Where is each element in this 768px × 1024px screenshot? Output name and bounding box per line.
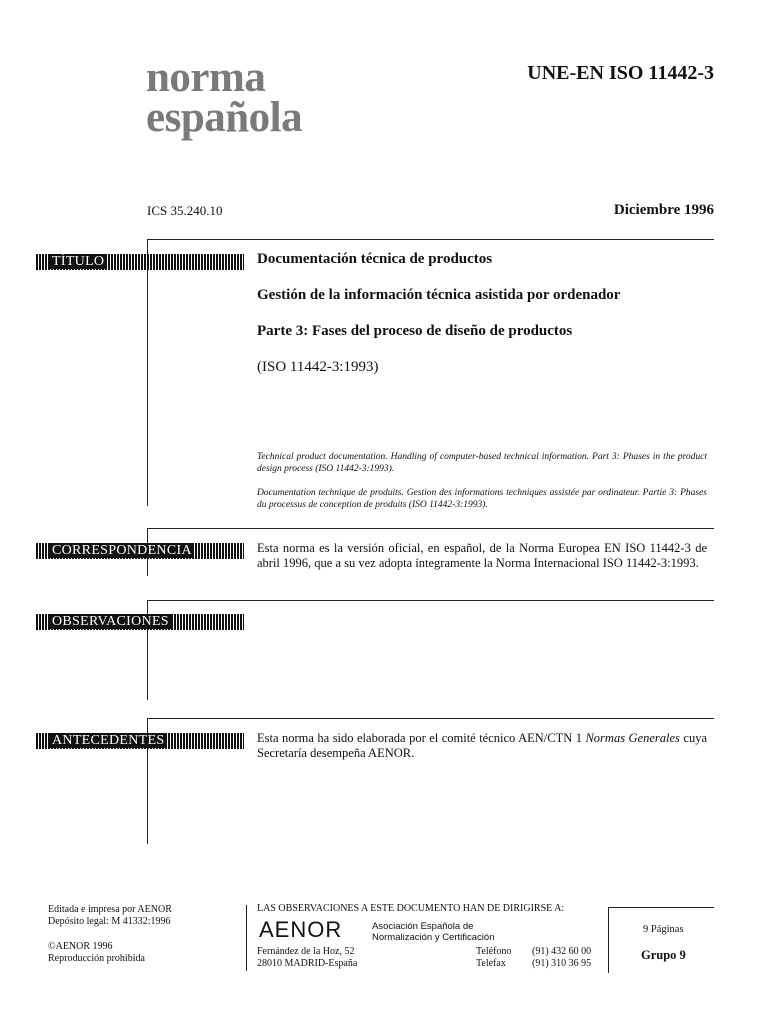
price-group: Grupo 9 — [641, 948, 686, 962]
label-text: TÍTULO — [52, 254, 105, 269]
page-count: 9 Páginas — [643, 924, 684, 935]
committee-name: Normas Generales — [585, 731, 680, 745]
brand-line-2: española — [146, 94, 303, 141]
brand-wordmark — [146, 54, 303, 141]
aenor-subtitle — [372, 921, 494, 943]
address-line-1: Fernández de la Hoz, 52 — [257, 946, 355, 957]
antecedentes-text-start: Esta norma ha sido elaborada por el comité técnico AEN/CTN 1 — [257, 731, 586, 745]
title-line-2: Gestión de la información técnica asistida por ordenador — [257, 287, 621, 303]
footer-divider — [246, 905, 247, 971]
contact-labels — [476, 946, 511, 970]
correspondencia-text: Esta norma es la versión oficial, en español, de la Norma Europea EN ISO 11442-3 de abril 1996, que a su vez adopta íntegramente la Norma Internacional ISO 11442-3:1993. — [257, 541, 707, 570]
section-divider — [147, 600, 714, 601]
section-label-titulo — [36, 254, 244, 270]
label-text: CORRESPONDENCIA — [52, 543, 192, 558]
aenor-address — [257, 946, 357, 970]
section-label-observaciones — [36, 614, 244, 630]
footer-observ-heading: LAS OBSERVACIONES A ESTE DOCUMENTO HAN DE DIRIGIRSE A: — [257, 903, 565, 914]
footer-copyright: ©AENOR 1996 — [48, 941, 113, 952]
aenor-subtitle-line-2: Normalización y Certificación — [372, 932, 495, 943]
footer-divider — [608, 907, 609, 973]
section-vertical-rule — [147, 239, 148, 506]
fax-number: (91) 310 36 95 — [532, 958, 592, 969]
contact-values — [532, 946, 591, 970]
phone-label: Teléfono — [476, 946, 512, 957]
footer-box-top — [608, 907, 714, 908]
footer-legal-deposit: Depósito legal: M 41332:1996 — [48, 916, 171, 927]
brand-line-1: norma — [146, 54, 266, 101]
title-line-1: Documentación técnica de productos — [257, 251, 493, 267]
fax-label: Telefax — [476, 958, 506, 969]
french-title: Documentation technique de produits. Gestion des informations techniques assistée par ordinateur. Partie 3: Phases du processus de conception de produits (ISO 11442-3:1993). — [257, 488, 707, 510]
phone-number: (91) 432 60 00 — [532, 946, 592, 957]
standard-code: UNE-EN ISO 11442-3 — [527, 62, 714, 84]
title-line-3: Parte 3: Fases del proceso de diseño de productos — [257, 323, 573, 339]
publication-date: Diciembre 1996 — [613, 202, 714, 218]
label-text: ANTECEDENTES — [52, 733, 165, 748]
iso-reference: (ISO 11442-3:1993) — [257, 359, 379, 375]
footer-publisher: Editada e impresa por AENOR — [48, 904, 172, 915]
footer-reproduction: Reproducción prohibida — [48, 953, 145, 964]
aenor-logo: AENOR — [259, 917, 343, 942]
ics-code: ICS 35.240.10 — [147, 203, 223, 218]
address-line-2: 28010 MADRID-España — [257, 958, 358, 969]
section-label-antecedentes — [36, 733, 244, 749]
english-title: Technical product documentation. Handling of computer-based technical information. Part 3: Phases in the product design process (ISO 11442-3:1993). — [257, 452, 707, 474]
label-text: OBSERVACIONES — [52, 614, 169, 629]
section-divider — [147, 718, 714, 719]
section-label-correspondencia — [36, 543, 244, 559]
section-divider — [147, 528, 714, 529]
section-divider — [147, 239, 714, 240]
antecedentes-text — [257, 731, 707, 761]
aenor-subtitle-line-1: Asociación Española de — [372, 921, 474, 932]
footer-publisher-block — [48, 904, 172, 965]
antecedentes-text-end: cuya Secretaría desempeña AENOR. — [257, 731, 707, 760]
